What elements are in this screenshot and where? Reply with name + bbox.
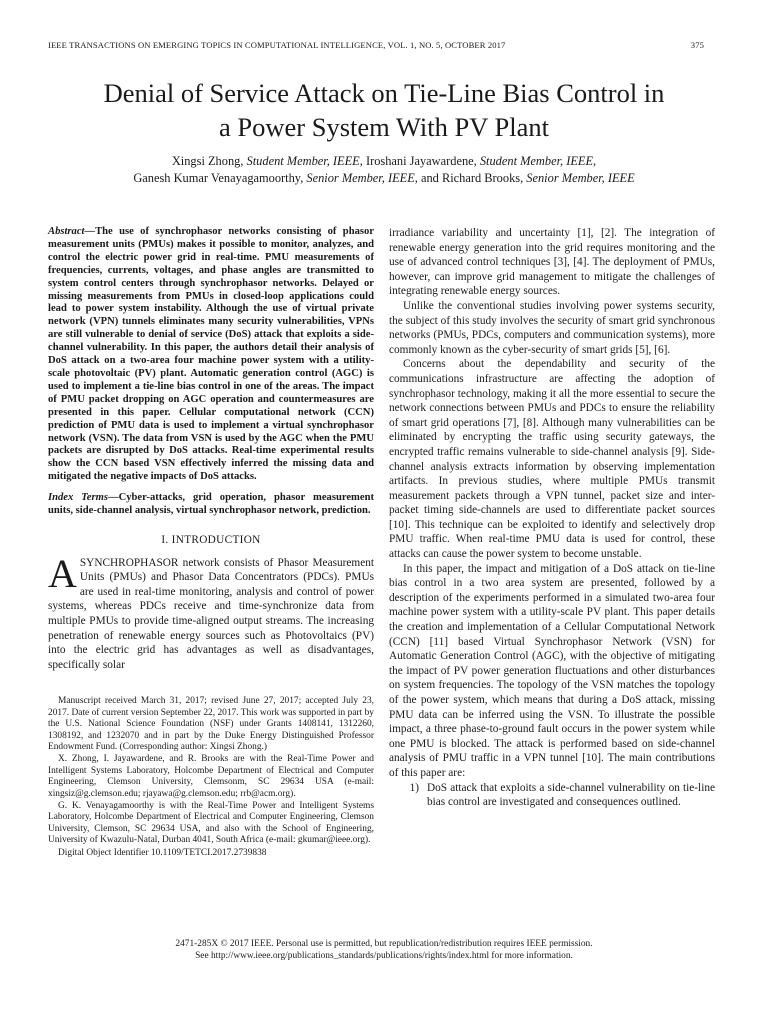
drop-cap: A [48,550,77,596]
section-title-rest: NTRODUCTION [175,533,261,546]
author-line-1 [40,153,728,170]
index-terms-lead: Index Terms [48,492,108,504]
running-header [48,40,704,50]
footnote-doi: Digital Object Identifier 10.1109/TETCI.2017.2739838 [58,847,267,858]
left-column [48,226,374,860]
right-column [389,226,715,810]
section-numeral: I. [161,533,172,546]
footnote-affiliation-2: G. K. Venayagamoorthy is with the Real-Time Power and Intelligent Systems Laboratory, Holcombe Department of Electrical and Computer Engineering, Clemson University, Clemson, SC 29634 USA, and also with the School of Engineering, University of Kwazulu-Natal, Durban 4041, South Africa (e-mail: gkumar@ieee.org). [48,800,374,846]
paragraph: In this paper, the impact and mitigation of a DoS attack on tie-line bias control in a two area system are presented, followed by a description of the experiments performed in a simulated two-area four machine power system with a utility-scale PV plant. This paper details the creation and implementation of a Cellular Computational Network (CCN) [11] based Virtual Synchrophasor Network (VSN) for Automatic Generation Control (AGC), with the objective of mitigating the impact of PV power generation fluctuations and other disturbances on system frequencies. The topology of the VSN matches the topology of the power system, which means that during a DoS attack, missing PMU data can be inferred using the VSN. To illustrate the possible impact, a three phase-to-ground fault occurs in the power system while one PMU is blocked. The attack is performed based on side-channel analysis of PMU traffic in a VPN tunnel [10]. The main contributions of this paper are: [389,562,715,779]
paragraph: Concerns about the dependability and security of the communications infrastructure are affecting the adoption of synchrophasor technology, making it all the more essential to secure the network connections between PMUs and PDCs to ensure the reliability of smart grid operations [7], [8]. Although many vulnerabilities can be eliminated by encrypting the traffic using security gateways, the encrypted traffic remains vulnerable to side-channel analysis [9]. Side-channel analysis extracts information by observing implementation artifacts. In previous studies, where multiple PMUs transmit measurement packets through a VPN tunnel, packet size and inter-packet timing side-channels are used to differentiate packet sources [10]. This technique can be exploited to identify and selectively drop PMU traffic. When real-time PMU data is used for control, these attacks can cause the power system to become unstable. [389,358,715,561]
author-name: Ganesh Kumar Venayagamoorthy, [133,171,307,185]
index-terms-text: —Cyber-attacks, grid operation, phasor measurement units, side-channel analysis, virtual synchrophasor network, prediction. [48,492,374,517]
abstract-text: —The use of synchrophasor networks consisting of phasor measurement units (PMUs) makes it possible to monitor, analyzes, and control the electric power grid in real-time. PMU measurements of frequencies, currents, voltages, and phase angles are transmitted to system control centers through synchrophasor networks. Delayed or missing measurements from PMUs in closed-loop applications could lead to power system instability. Although the use of virtual private network (VPN) tunnels eliminates many security vulnerabilities, VPNs are still vulnerable to denial of service (DoS) attack that exploits a side-channel vulnerability. In this paper, the authors detail their analysis of DoS attack on a two-area four machine power system with a utility-scale photovoltaic (PV) plant. Automatic generation control (AGC) is used to implement a tie-line bias control in one of the areas. The impact of PMU packet dropping on AGC operation and countermeasures are presented in this paper. Cellular computational network (CCN) prediction of PMU data is used to implement a virtual synchrophasor network (VSN). The data from VSN is used by the AGC when the PMU packets are disrupted by DoS attacks. Real-time experimental results show the CCN based VSN effectively inferred the missing data and mitigated the negative impacts of DoS attacks. [48,226,374,483]
title-line-2: a Power System With PV Plant [219,112,549,142]
author-line-2 [40,170,728,187]
author-list [40,153,728,187]
first-page-footnote [48,696,374,859]
footnote-affiliation-1: X. Zhong, I. Jayawardene, and R. Brooks are with the Real-Time Power and Intelligent Systems Laboratory, Holcombe Department of Electrical and Computer Engineering, Clemson University, Clemsonm, SC 29634 USA (e-mail: xingsiz@g.clemson.edu; rjayawa@g.clemson.edu; rrb@acm.org). [48,754,374,799]
paragraph: irradiance variability and uncertainty [1], [2]. The integration of renewable energy generation into the grid requires monitoring and the use of advanced control techniques [3], [4]. The deployment of PMUs, however, can improve grid management to mitigate the challenges of integrating renewable energy sources. [389,227,715,298]
author-name: Richard Brooks, [441,171,527,185]
author-role: Senior Member, IEEE [526,171,635,185]
journal-name: IEEE TRANSACTIONS ON EMERGING TOPICS IN COMPUTATIONAL INTELLIGENCE, VOL. 1, NO. 5, OCTOBER 2017 [48,40,506,50]
abstract-lead: Abstract [48,226,85,237]
index-terms [48,492,374,518]
author-name: Iroshani Jayawardene, [365,154,480,168]
author-role: Senior Member, IEEE [306,171,415,185]
introduction-paragraph [48,550,374,673]
rights-link-line: See http://www.ieee.org/publications_standards/publications/rights/index.html for more information. [195,951,573,961]
list-item-number: 1) [409,781,419,794]
title-line-1: Denial of Service Attack on Tie-Line Bias Control in [103,78,665,108]
introduction-text: SYNCHROPHASOR network consists of Phasor Measurement Units (PMUs) and Phasor Data Concentrators (PDCs). PMUs are used in real-time monitoring, analysis and control of power systems, whereas PDCs receive and time-synchronize data from multiple PMUs to provide time-aligned output streams. The increasing penetration of renewable energy sources such as Photovoltaics (PV) into the electric grid has advantages as well as disadvantages, specifically solar [48,556,374,671]
author-separator: , [593,154,597,168]
author-separator: , and [414,171,442,185]
author-role: Student Member, IEEE [246,154,360,168]
abstract [48,226,374,484]
copyright-line: 2471-285X © 2017 IEEE. Personal use is permitted, but republication/redistribution requires IEEE permission. [175,939,593,949]
section-heading-introduction [48,533,374,548]
author-separator: , [359,154,366,168]
contributions-list [389,781,715,810]
author-role: Student Member, IEEE [479,154,594,168]
list-item-text: DoS attack that exploits a side-channel vulnerability on tie-line bias control are investigated and consequences outlined. [427,781,715,809]
paper-title [40,76,728,144]
section-title-initial: I [171,533,176,546]
list-item [389,781,715,810]
author-name: Xingsi Zhong, [171,154,247,168]
page-number: 375 [690,40,704,50]
paragraph: Unlike the conventional studies involving power systems security, the subject of this study involves the security of smart grid synchronous networks (PMUs, PDCs, computers and communication systems), more commonly known as the cyber-security of smart grids [5], [6]. [389,299,715,356]
footnote-manuscript: Manuscript received March 31, 2017; revised June 27, 2017; accepted July 23, 2017. Date of current version September 22, 2017. This work was supported in part by the U.S. National Science Foundation (NSF) under Grants 1408141, 1312260, 1308192, and 1232070 and in part by the Duke Energy Distinguished Professor Endowment Fund. (Corresponding author: Xingsi Zhong.) [48,696,374,752]
copyright-footer [40,938,728,962]
